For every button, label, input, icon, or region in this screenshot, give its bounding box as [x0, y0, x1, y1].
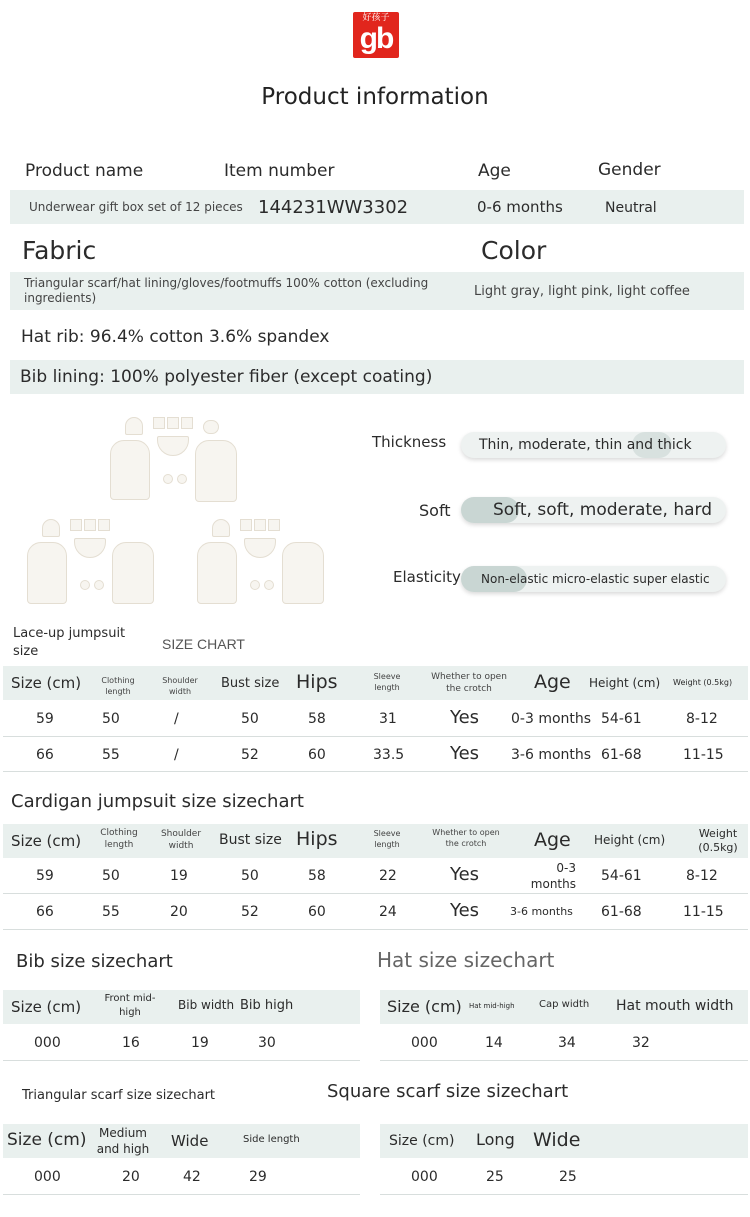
- card-r1-sleeve: 22: [379, 868, 397, 884]
- card-r1-age: 0-3 months: [530, 861, 576, 891]
- header-product-name: Product name: [25, 161, 144, 181]
- cardigan-chart-title: Cardigan jumpsuit size sizechart: [11, 791, 304, 812]
- product-photo-right: [192, 514, 332, 609]
- attr-soft-label: Soft: [419, 501, 451, 520]
- lace-h-height: Height (cm): [589, 676, 661, 690]
- product-photo-top: [105, 412, 245, 507]
- card-r2-height: 61-68: [601, 904, 642, 920]
- sq-r-size: 000: [411, 1169, 438, 1185]
- lace-h-size: Size (cm): [11, 674, 82, 692]
- card-r1-bust: 50: [241, 868, 259, 884]
- bib-lining-text: Bib lining: 100% polyester fiber (except coating): [20, 367, 433, 387]
- lace-r1-sleeve: 31: [379, 711, 397, 727]
- sq-scarf-chart-title: Square scarf size sizechart: [327, 1081, 569, 1102]
- card-h-bust: Bust size: [219, 832, 282, 848]
- card-h-sleeve: Sleeve length: [373, 829, 401, 849]
- header-gender: Gender: [598, 160, 661, 180]
- hat-table-bottom: [380, 1060, 748, 1061]
- header-item-number: Item number: [224, 161, 335, 181]
- card-h-length: Clothing length: [100, 828, 138, 850]
- bib-h-high: Bib high: [240, 998, 294, 1013]
- card-h-weight: Weight (0.5kg): [698, 827, 738, 854]
- attr-thickness-value: Thin, moderate, thin and thick: [479, 437, 692, 453]
- lace-h-bust: Bust size: [221, 676, 280, 691]
- lace-r1-age: 0-3 months: [511, 711, 592, 727]
- tri-r-wide: 42: [183, 1169, 201, 1185]
- cardigan-table-bottom: [3, 929, 748, 930]
- lace-r2-sleeve: 33.5: [373, 747, 405, 763]
- attr-elasticity-label: Elasticity: [393, 568, 461, 586]
- lace-r1-hips: 58: [308, 711, 326, 727]
- tri-h-medium: Medium and high: [96, 1126, 150, 1156]
- sq-r-long: 25: [486, 1169, 504, 1185]
- product-name-value: Underwear gift box set of 12 pieces: [29, 200, 243, 214]
- card-h-size: Size (cm): [11, 832, 82, 850]
- age-value: 0-6 months: [477, 198, 563, 216]
- hat-r-mouth: 32: [632, 1035, 650, 1051]
- card-r2-crotch: Yes: [450, 900, 480, 921]
- bib-table-bottom: [3, 1060, 360, 1061]
- lace-r1-size: 59: [36, 711, 54, 727]
- lace-h-shoulder: Shoulder width: [162, 676, 198, 696]
- bib-h-width: Bib width: [178, 998, 235, 1012]
- card-r2-length: 55: [102, 904, 120, 920]
- sq-h-long: Long: [476, 1130, 515, 1149]
- card-h-shoulder: Shoulder width: [160, 829, 202, 851]
- card-r1-size: 59: [36, 868, 54, 884]
- lace-h-hips: Hips: [296, 671, 338, 693]
- sq-h-wide: Wide: [533, 1129, 581, 1151]
- bib-r-front: 16: [122, 1035, 140, 1051]
- brand-logo: [353, 12, 399, 58]
- tri-h-side: Side length: [243, 1134, 300, 1145]
- color-title: Color: [481, 236, 547, 265]
- item-number-value: 144231WW3302: [258, 197, 409, 218]
- product-photo-left: [22, 514, 162, 609]
- fabric-title: Fabric: [22, 236, 97, 265]
- sq-h-size: Size (cm): [389, 1133, 455, 1149]
- lace-r2-size: 66: [36, 747, 54, 763]
- header-age: Age: [478, 161, 511, 181]
- tri-h-size: Size (cm): [7, 1130, 87, 1150]
- card-r2-bust: 52: [241, 904, 259, 920]
- hat-r-capwidth: 34: [558, 1035, 576, 1051]
- hat-h-size: Size (cm): [387, 997, 462, 1016]
- bib-h-front: Front mid-high: [104, 993, 156, 1018]
- sq-scarf-table-bottom: [380, 1194, 748, 1195]
- hat-h-capwidth: Cap width: [539, 999, 590, 1010]
- page-title: Product information: [261, 84, 489, 110]
- cardigan-row-divider: [3, 893, 748, 894]
- sq-r-wide: 25: [559, 1169, 577, 1185]
- fabric-text: Triangular scarf/hat lining/gloves/footmuffs 100% cotton (excluding ingredients): [24, 276, 429, 305]
- brand-logo-text: gb: [359, 22, 393, 55]
- lace-h-weight: Weight (0.5kg): [673, 678, 733, 687]
- tri-h-wide: Wide: [171, 1132, 209, 1150]
- attr-soft-value: Soft, soft, moderate, hard: [493, 500, 712, 520]
- lace-table-bottom: [3, 771, 748, 772]
- brand-logo-cn: 好孩子: [362, 13, 390, 23]
- card-r1-weight: 8-12: [686, 868, 718, 884]
- card-r2-age: 3-6 months: [510, 905, 573, 918]
- lace-r2-height: 61-68: [601, 747, 642, 763]
- card-r2-sleeve: 24: [379, 904, 397, 920]
- bib-h-size: Size (cm): [11, 998, 82, 1016]
- lace-r2-age: 3-6 months: [511, 747, 592, 763]
- bib-r-size: 000: [34, 1035, 61, 1051]
- lace-r1-length: 50: [102, 711, 120, 727]
- lace-row-divider: [3, 736, 748, 737]
- card-h-hips: Hips: [296, 828, 338, 850]
- tri-r-size: 000: [34, 1169, 61, 1185]
- tri-r-medium: 20: [122, 1169, 140, 1185]
- card-h-age: Age: [534, 829, 571, 851]
- lace-chart-subtitle: SIZE CHART: [162, 636, 245, 652]
- lace-h-sleeve: Sleeve length: [373, 672, 401, 692]
- lace-r1-bust: 50: [241, 711, 259, 727]
- color-text: Light gray, light pink, light coffee: [474, 284, 690, 299]
- hat-chart-title: Hat size sizechart: [377, 948, 555, 972]
- attr-thickness-label: Thickness: [372, 433, 447, 451]
- card-r2-shoulder: 20: [170, 904, 188, 920]
- hat-h-midhigh: Hat mid-high: [469, 1002, 515, 1010]
- card-r2-size: 66: [36, 904, 54, 920]
- bib-r-width: 19: [191, 1035, 209, 1051]
- lace-r2-length: 55: [102, 747, 120, 763]
- card-r1-height: 54-61: [601, 868, 642, 884]
- lace-h-crotch: Whether to open the crotch: [431, 672, 507, 694]
- lace-r2-shoulder: /: [174, 747, 179, 763]
- hat-r-size: 000: [411, 1035, 438, 1051]
- gender-value: Neutral: [605, 200, 657, 216]
- lace-r2-hips: 60: [308, 747, 326, 763]
- card-r1-crotch: Yes: [450, 864, 480, 885]
- card-r1-hips: 58: [308, 868, 326, 884]
- card-r1-length: 50: [102, 868, 120, 884]
- tri-r-side: 29: [249, 1169, 267, 1185]
- tri-scarf-chart-title: Triangular scarf size sizechart: [22, 1088, 216, 1103]
- bib-r-high: 30: [258, 1035, 276, 1051]
- card-h-height: Height (cm): [594, 833, 666, 847]
- lace-r1-crotch: Yes: [450, 707, 480, 728]
- hat-h-mouth: Hat mouth width: [616, 998, 734, 1014]
- lace-h-age: Age: [534, 671, 571, 693]
- lace-r2-crotch: Yes: [450, 743, 480, 764]
- lace-r1-weight: 8-12: [686, 711, 718, 727]
- attr-elasticity-value: Non-elastic micro-elastic super elastic: [481, 572, 710, 586]
- hat-rib-text: Hat rib: 96.4% cotton 3.6% spandex: [21, 327, 330, 347]
- tri-scarf-table-bottom: [3, 1194, 360, 1195]
- lace-chart-title: Lace-up jumpsuit size: [13, 626, 126, 659]
- card-r2-hips: 60: [308, 904, 326, 920]
- lace-r1-height: 54-61: [601, 711, 642, 727]
- lace-r2-weight: 11-15: [683, 747, 724, 763]
- card-r1-shoulder: 19: [170, 868, 188, 884]
- hat-r-midhigh: 14: [485, 1035, 503, 1051]
- bib-chart-title: Bib size sizechart: [16, 951, 173, 972]
- lace-r2-bust: 52: [241, 747, 259, 763]
- lace-h-length: Clothing length: [101, 676, 135, 696]
- card-r2-weight: 11-15: [683, 904, 724, 920]
- card-h-crotch: Whether to open the crotch: [432, 828, 500, 848]
- lace-r1-shoulder: /: [174, 711, 179, 727]
